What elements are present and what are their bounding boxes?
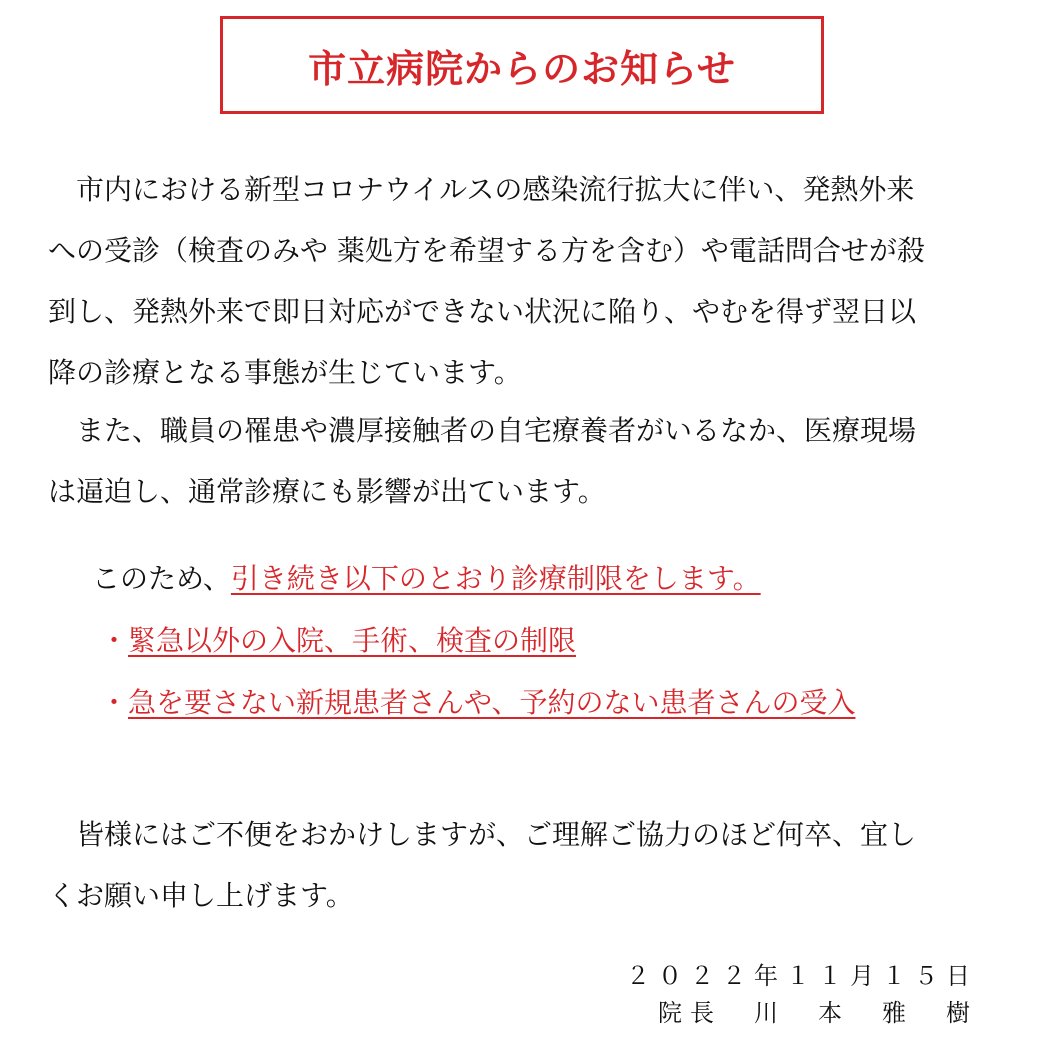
paragraph-line: は逼迫し、通常診療にも影響が出ています。 — [48, 475, 606, 508]
paragraph-line: 皆様にはご不便をおかけしますが、ご理解ご協力のほど何卒、宜し — [48, 818, 917, 851]
signature-date: ２０２２年１１月１５日 — [626, 962, 978, 990]
restriction-item-text: 急を要さない新規患者さんや、予約のない患者さんの受入 — [128, 686, 856, 719]
page-title: 市立病院からのお知らせ — [308, 46, 736, 91]
restriction-item-text: 緊急以外の入院、手術、検査の制限 — [128, 624, 577, 657]
paragraph-line: 市内における新型コロナウイルスの感染流行拡大に伴い、発熱外来 — [48, 173, 915, 206]
paragraph-line: への受診（検査のみや 薬処方を希望する方を含む）や電話問合せが殺 — [48, 234, 925, 267]
restriction-lead-highlight: 引き続き以下のとおり診療制限をします。 — [230, 562, 761, 595]
restriction-lead-prefix: このため、 — [92, 562, 231, 595]
paragraph-closing — [48, 804, 998, 926]
bullet-mark: ・ — [100, 686, 129, 719]
paragraph-line: くお願い申し上げます。 — [48, 879, 354, 912]
restriction-item — [100, 613, 576, 669]
title-box — [220, 16, 824, 114]
restriction-lead — [92, 551, 761, 607]
paragraph-staff-impact — [48, 400, 998, 522]
signature-name: 院長 川 本 雅 樹 — [658, 999, 978, 1027]
paragraph-line: 到し、発熱外来で即日対応ができない状況に陥り、やむを得ず翌日以 — [48, 295, 917, 328]
restriction-item — [100, 675, 855, 731]
paragraph-line: 降の診療となる事態が生じています。 — [48, 356, 522, 389]
paragraph-outbreak-status — [48, 159, 998, 403]
bullet-mark: ・ — [100, 624, 129, 657]
paragraph-line: また、職員の罹患や濃厚接触者の自宅療養者がいるなか、医療現場 — [48, 414, 917, 447]
